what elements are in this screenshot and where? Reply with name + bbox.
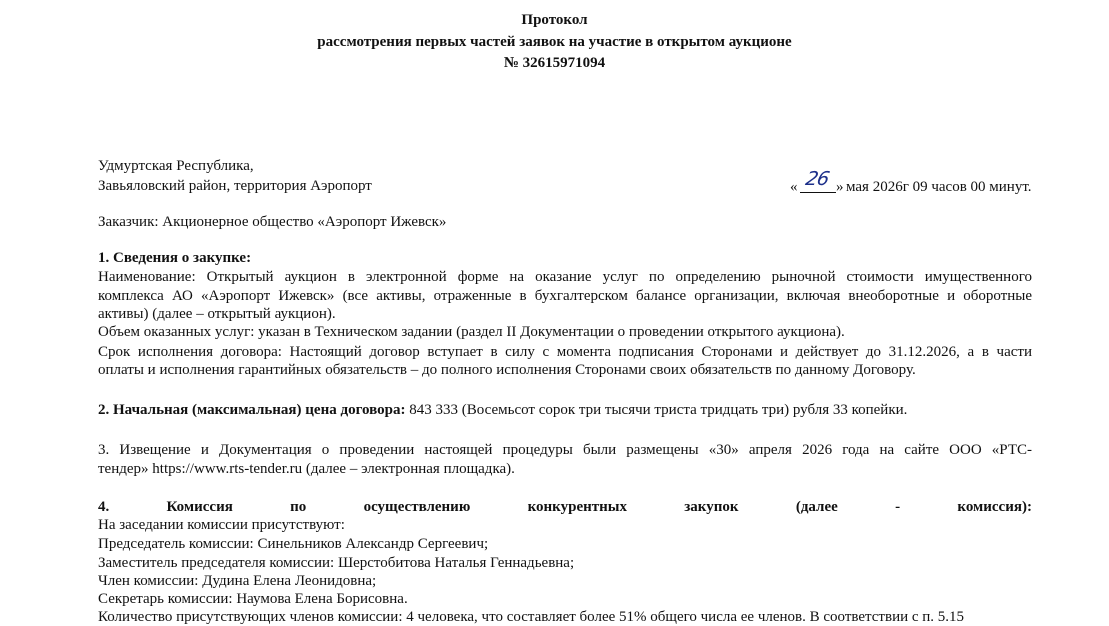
- section-4-present: На заседании комиссии присутствуют:: [98, 517, 345, 533]
- section-4-heading-word: Комиссия: [166, 499, 233, 515]
- section-1-name-line-1: Наименование: Открытый аукцион в электронной форме на оказание услуг по определению рыночной стоимости имущественного: [98, 269, 1032, 285]
- date-day-handwritten: 26: [803, 168, 831, 190]
- section-2-value: 843 333 (Восемьсот сорок три тысячи триста тридцать три) рубля 33 копейки.: [409, 402, 908, 418]
- date-close-quote: »: [836, 179, 844, 195]
- section-1-term-line-1: Срок исполнения договора: Настоящий договор вступает в силу с момента подписания Сторонами и действует до 31.12.2026, а в части: [98, 344, 1032, 360]
- section-4-heading-word: комиссия):: [957, 499, 1032, 515]
- section-1-heading: 1. Сведения о закупке:: [98, 250, 252, 266]
- section-1-term-line-2: оплаты и исполнения гарантийных обязательств – до полного исполнения Сторонами своих обязательств по данному Договору.: [98, 362, 916, 378]
- section-1-name-line-3: активы) (далее – открытый аукцион).: [98, 306, 336, 322]
- section-4-heading-word: конкурентных: [527, 499, 627, 515]
- section-4-heading-word: (далее: [795, 499, 838, 515]
- document-subtitle: рассмотрения первых частей заявок на участие в открытом аукционе: [317, 34, 792, 50]
- section-4-heading-word: -: [895, 499, 901, 515]
- section-4-quorum: Количество присутствующих членов комиссии: 4 человека, что составляет более 51% общего числа ее членов. В соответствии с п. 5.15: [98, 609, 965, 625]
- section-4-deputy: Заместитель председателя комиссии: Шерстобитова Наталья Геннадьевна;: [98, 555, 575, 571]
- section-4-secretary: Секретарь комиссии: Наумова Елена Борисовна.: [98, 591, 408, 607]
- date-open-quote: «: [790, 179, 798, 195]
- section-2-heading: 2. Начальная (максимальная) цена договора:: [98, 402, 406, 418]
- section-3-line-2: тендер» https://www.rts-tender.ru (далее – электронная площадка).: [98, 461, 515, 477]
- section-2-line: [98, 402, 907, 419]
- section-4-chairman: Председатель комиссии: Синельников Александр Сергеевич;: [98, 536, 489, 552]
- document-title: Протокол: [521, 12, 588, 28]
- section-3-line-1: 3. Извещение и Документация о проведении настоящей процедуры были размещены «30» апреля 2026 года на сайте ООО «РТС-: [98, 442, 1032, 458]
- location-line-2: Завьяловский район, территория Аэропорт: [98, 178, 372, 194]
- section-4-heading: [98, 499, 1032, 516]
- section-4-heading-word: 4.: [98, 499, 110, 515]
- date-day-underline: [800, 192, 836, 193]
- section-4-heading-word: осуществлению: [363, 499, 471, 515]
- section-4-heading-word: по: [290, 499, 307, 515]
- section-1-volume: Объем оказанных услуг: указан в Техническом задании (раздел II Документации о проведении открытого аукциона).: [98, 324, 845, 340]
- customer-line: Заказчик: Акционерное общество «Аэропорт Ижевск»: [98, 214, 447, 230]
- date-text: мая 2026г 09 часов 00 минут.: [846, 179, 1032, 195]
- document-number: № 32615971094: [503, 55, 606, 71]
- location-line-1: Удмуртская Республика,: [98, 158, 254, 174]
- section-4-member: Член комиссии: Дудина Елена Леонидовна;: [98, 573, 377, 589]
- section-4-heading-word: закупок: [684, 499, 739, 515]
- section-1-name-line-2: комплекса АО «Аэропорт Ижевск» (все активы, отраженные в бухгалтерском балансе организации, включая внеоборотные и оборотные: [98, 288, 1032, 304]
